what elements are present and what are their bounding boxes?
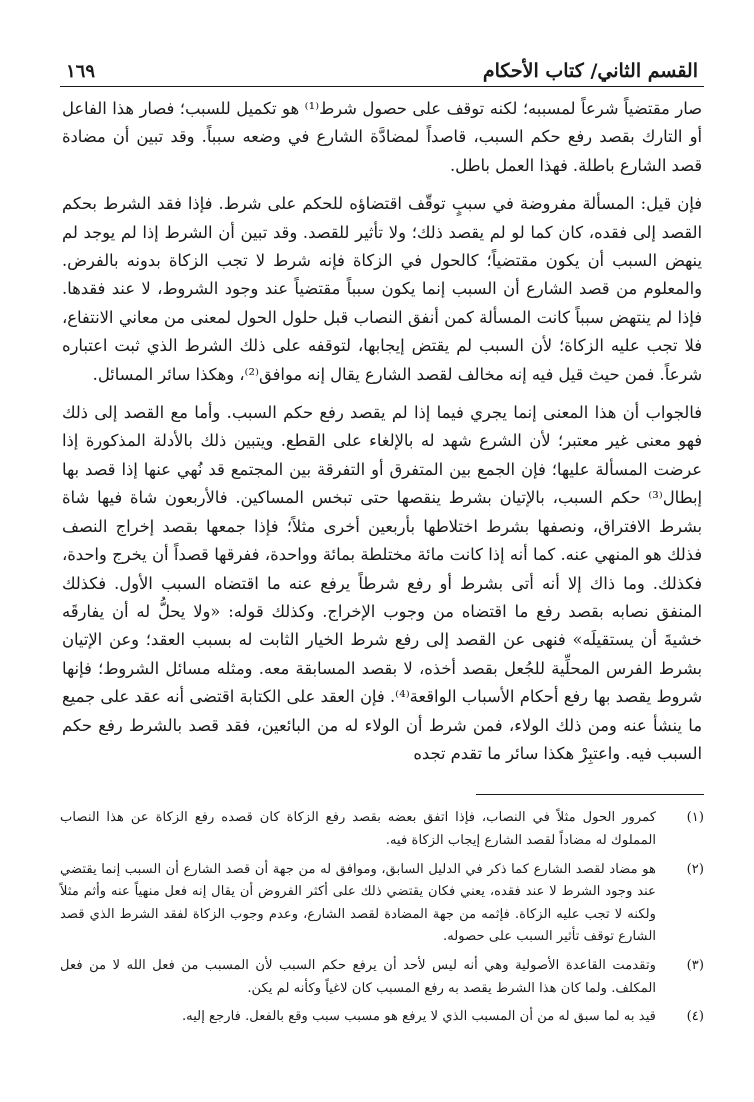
- footnotes-divider: [476, 794, 704, 795]
- footnote: [60, 807, 704, 852]
- running-header: [60, 60, 704, 87]
- footnote-text: هو مضاد لقصد الشارع كما ذكر في الدليل السابق، وموافق له من جهة أن قصد الشارع أن السبب إنما يقتضي عند وجود الشرط لا عند فقده، يعني فكان يقتضي ذلك على أكثر الفروض أن يقال إنه فعل منهياً عنه وأثم مثلاً ولكنه لا تجب عليه الزكاة. فإثمه من جهة المضادة لقصد الشارع، وعدم وجوب الزكاة لفقد الشرط الذي قصد الشارع توقف تأثير السبب على حصوله.: [60, 861, 656, 945]
- footnote: [60, 955, 704, 1000]
- main-text: [60, 95, 704, 768]
- footnote: [60, 1006, 704, 1029]
- footnote-text: وتقدمت القاعدة الأصولية وهي أنه ليس لأحد أن يرفع حكم السبب لأن المسبب من فعل الله لا من فعل المكلف. ولما كان هذا الشرط يقصد به رفع المسبب كان لاغياً وكأنه لم يكن.: [60, 957, 656, 996]
- footnote-number: (٤): [686, 1009, 704, 1025]
- footnote-number: (٣): [686, 957, 704, 973]
- footnote-text: قيد به لما سبق له من أن المسبب الذي لا يرفع هو مسبب سبب وقع بالفعل. فارجع إليه.: [181, 1009, 656, 1025]
- page-number: ١٦٩: [66, 61, 96, 82]
- paragraph: صار مقتضياً شرعاً لمسببه؛ لكنه توقف على حصول شرط⁽¹⁾ هو تكميل للسبب؛ فصار هذا الفاعل أو التارك بقصد رفع حكم السبب، قاصداً لمضادَّة الشارع في وضعه سبباً. وقد تبين أن مضادة قصد الشارع باطلة. فهذا العمل باطل.: [62, 99, 702, 175]
- footnote-number: (١): [686, 810, 704, 826]
- running-title: القسم الثاني/ كتاب الأحكام: [482, 60, 698, 82]
- footnote-text: كمرور الحول مثلاً في النصاب، فإذا اتفق بعضه بقصد رفع الزكاة كان قصده رفع الزكاة عن هذا النصاب المملوك له مضاداً لقصد الشارع إيجاب الزكاة فيه.: [60, 810, 656, 848]
- paragraph: فإن قيل: المسألة مفروضة في سببٍ توقّف اقتضاؤه للحكم على شرط. فإذا فقد الشرط بحكم القصد إلى فقده، كان كما لو لم يقصد ذلك؛ ولا تأثير للقصد. وقد تبين أن الشرط إذا لم يوجد لم ينهض السبب أن يكون مقتضياً؛ كالحول في الزكاة فإنه شرط لا تجب الزكاة بدونه بالفرض. والمعلوم من قصد الشارع أن السبب إنما يكون سبباً مقتضياً عند وجود الشروط، لا عند فقدها. فإذا لم ينتهض سبباً كانت المسألة كمن أنفق النصاب قبل حلول الحول لمعنى من معاني الانتفاع، فلا تجب عليه الزكاة؛ لأن السبب لم يقتض إيجابها، لتوقفه على ذلك الشرط الذي ثبت اعتباره شرعاً. فمن حيث قيل فيه إنه مخالف لقصد الشارع يقال إنه موافق⁽²⁾، وهكذا سائر المسائل.: [62, 194, 702, 384]
- footnote-number: (٢): [686, 861, 704, 877]
- footnote: [60, 859, 704, 949]
- paragraph: فالجواب أن هذا المعنى إنما يجري فيما إذا لم يقصد رفع حكم السبب. وأما مع القصد إلى ذلك فهو معنى غير معتبر؛ لأن الشرع شهد له بالإلغاء على القطع. ويتبين ذلك بالأدلة المذكورة إذا عرضت المسألة عليها؛ فإن الجمع بين المتفرق أو التفرقة بين المجتمع قد نُهي عنها إذا قصد بها إبطال⁽³⁾ حكم السبب، بالإتيان بشرط ينقصها حتى تبخس المساكين. فالأربعون شاة فيها شاة بشرط الافتراق، ونصفها بشرط اختلاطها بأربعين أخرى مثلاً؛ فإذا جمعها بقصد إخراج النصف فذلك هو المنهي عنه. كما أنه إذا كانت مائة مختلطة بمائة وواحدة، ففرقها قصداً أن يخرج واحدة، فكذلك. وما ذاك إلا أنه أتى بشرط أو رفع شرطاً يرفع عنه ما اقتضاه السبب الأول. فكذلك المنفق نصابه بقصد رفع ما اقتضاه من وجوب الإخراج. وكذلك قوله: «ولا يحلُّ له أن يفارقَه خشيةَ أن يستقيلَه» فنهى عن القصد إلى رفع شرط الخيار الثابت له بسبب العقد؛ وعن الإتيان بشرط الفرس المحلِّية للجُعل بقصد أخذه، لا بقصد المسابقة معه. ومثله مسائل الشروط؛ فإنها شروط يقصد بها رفع أحكام الأسباب الواقعة⁽⁴⁾. فإن العقد على الكتابة اقتضى أنه عقد على جميع ما ينشأ عنه ومن ذلك الولاء، فمن شرط أن الولاء له من البائعين، فقد قصد بالشرط رفع حكم السبب فيه. واعتبِرْ هكذا سائر ما تقدم تجده: [62, 403, 702, 763]
- footnotes: [60, 807, 704, 1028]
